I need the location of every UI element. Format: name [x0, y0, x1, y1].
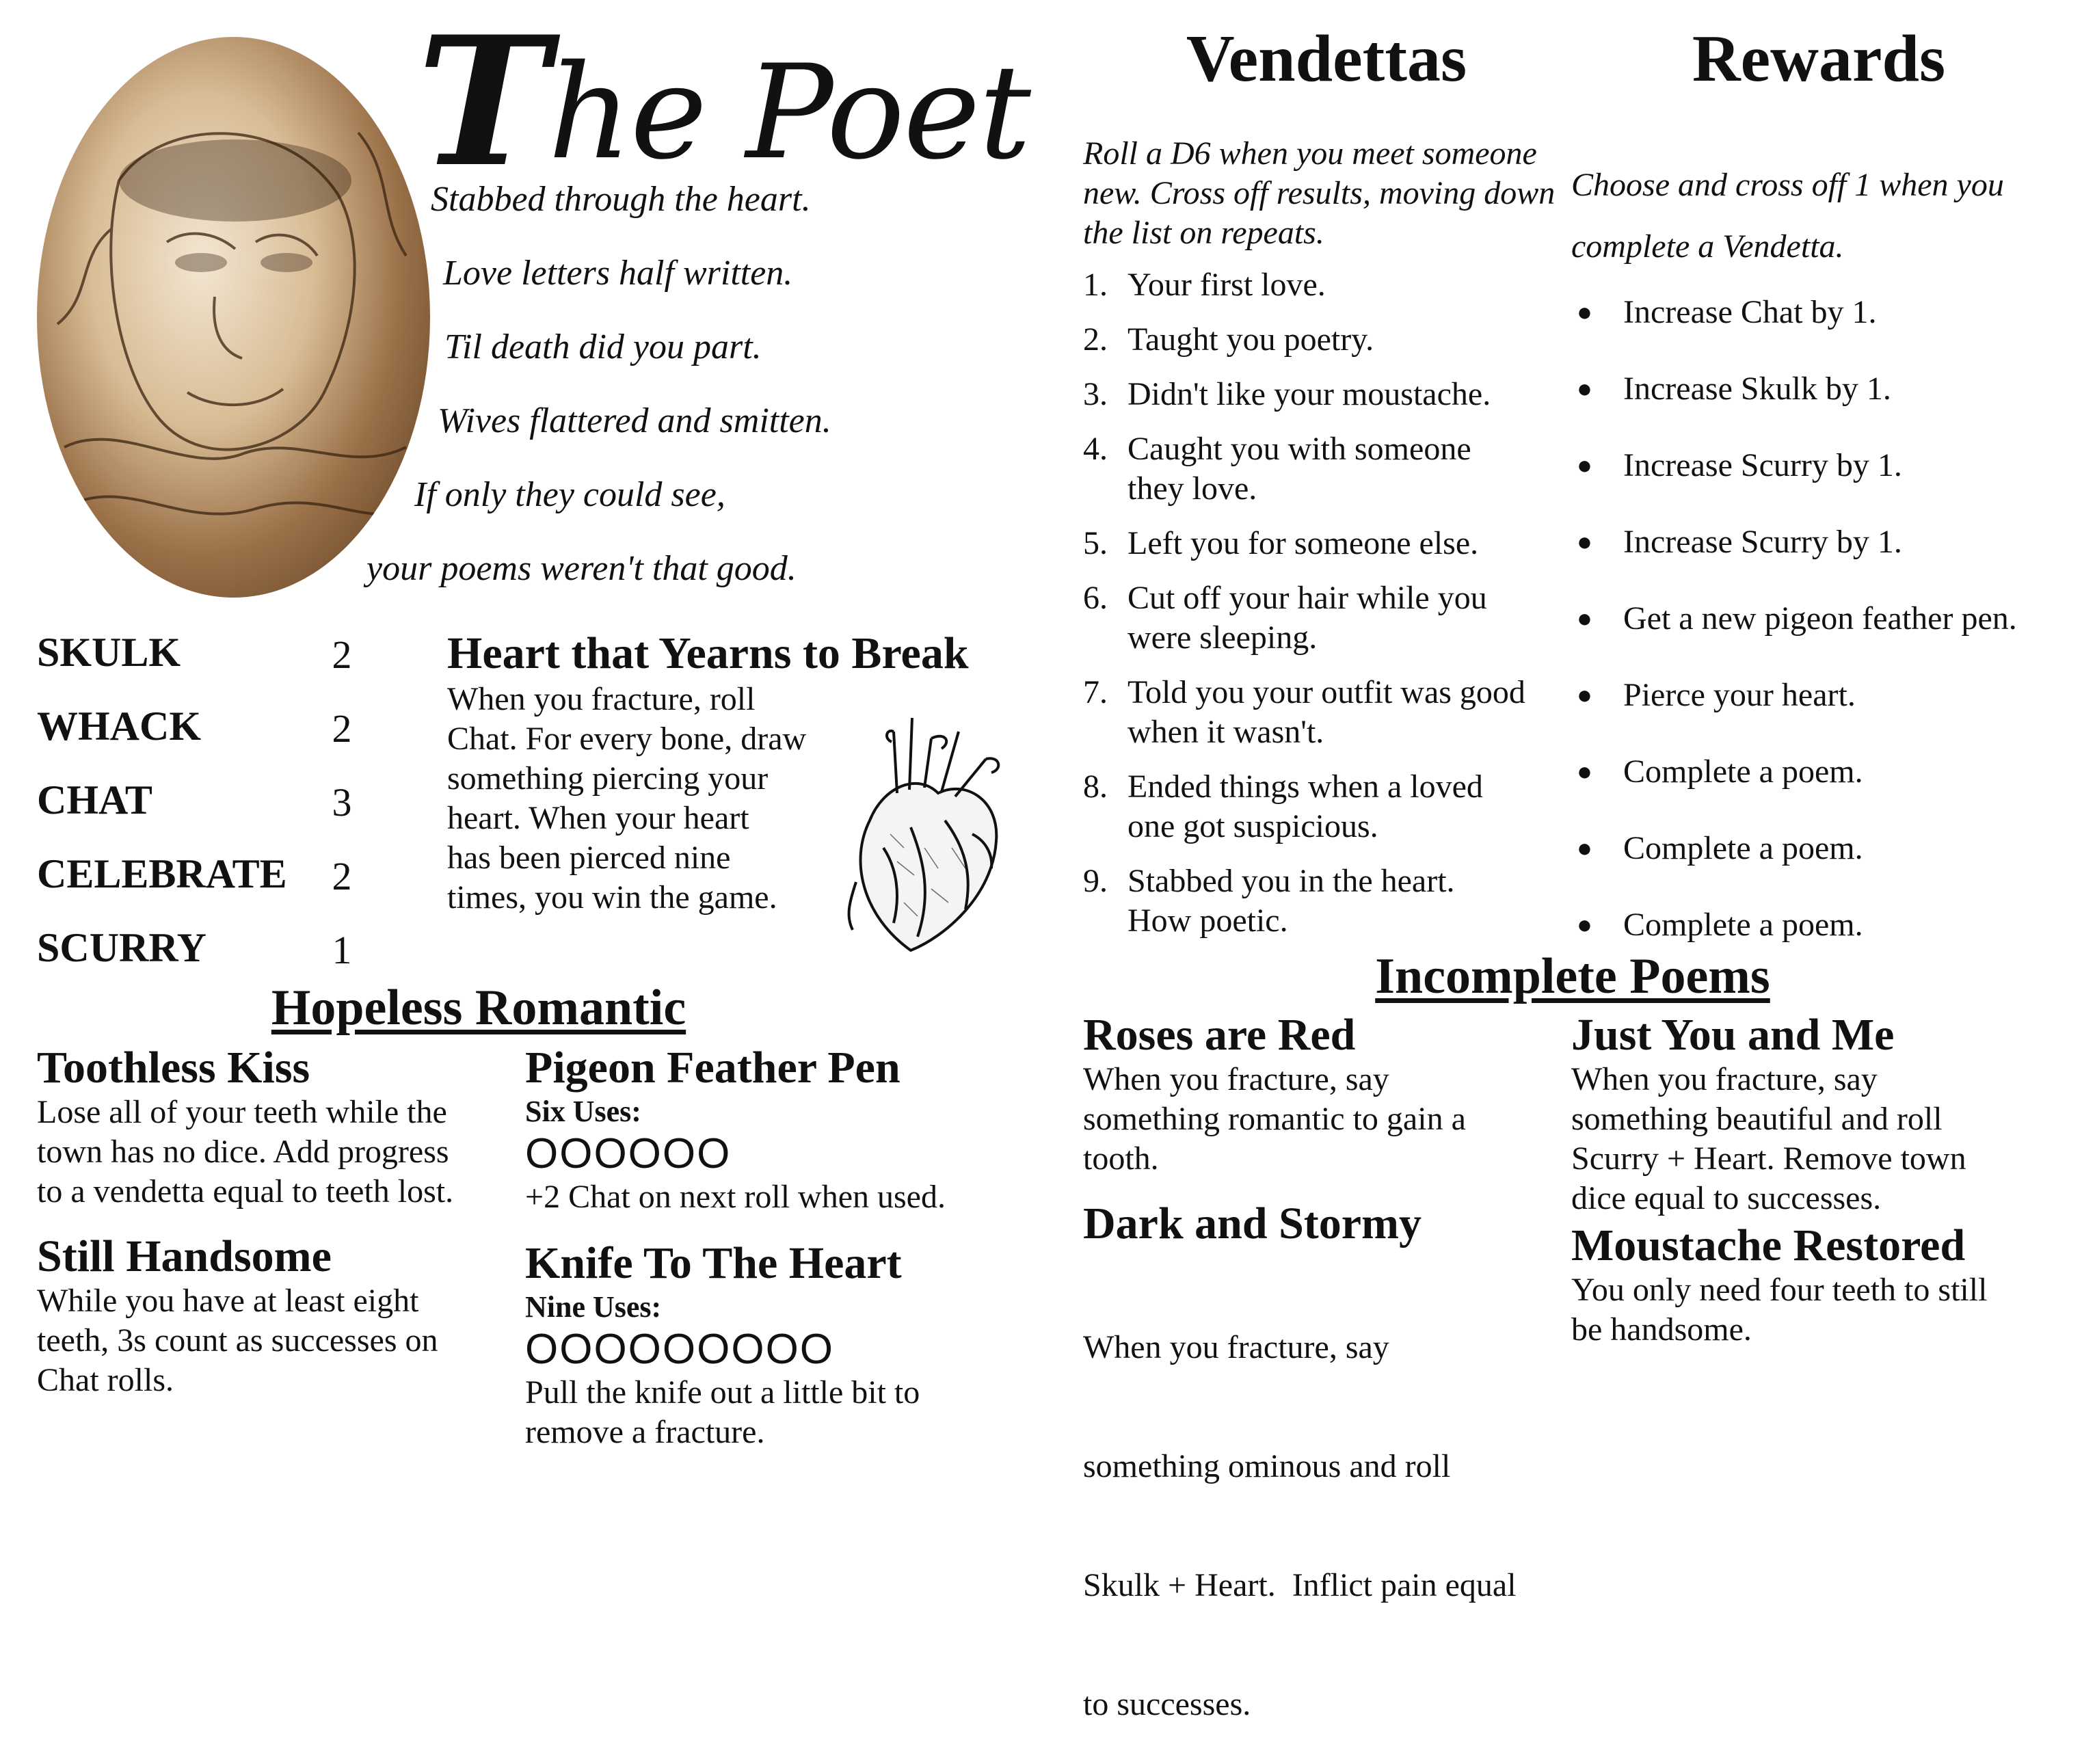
moustache-line: You only need four teeth to still	[1571, 1272, 1988, 1308]
bullet-icon: ●	[1577, 834, 1592, 863]
bullet-icon: ●	[1577, 758, 1592, 786]
title-initial: T	[417, 0, 548, 206]
vendettas-list	[1083, 265, 1575, 956]
roses-line: something romantic to gain a	[1083, 1101, 1466, 1137]
heart-ability-line: times, you win the game.	[447, 879, 777, 916]
vendetta-number: 8.	[1083, 769, 1108, 805]
reward-item[interactable]	[1571, 752, 2064, 829]
vendetta-item[interactable]	[1083, 673, 1575, 752]
knife-line: remove a fracture.	[525, 1414, 765, 1450]
vendetta-line: they love.	[1127, 470, 1257, 507]
roses-text	[1083, 1060, 1562, 1179]
vendetta-line: Cut off your hair while you	[1127, 580, 1487, 616]
poet-portrait	[37, 37, 430, 598]
stat-value-skulk: 2	[332, 632, 352, 677]
knife-title: Knife To The Heart	[525, 1238, 902, 1288]
reward-text: Get a new pigeon feather pen.	[1623, 600, 2017, 637]
still-handsome-line: While you have at least eight	[37, 1283, 419, 1319]
bullet-icon: ●	[1577, 375, 1592, 403]
reward-text: Increase Scurry by 1.	[1623, 524, 1902, 560]
anatomical-heart-icon	[829, 711, 1013, 964]
vendetta-line: How poetic.	[1127, 903, 1288, 939]
still-handsome-line: teeth, 3s count as successes on	[37, 1322, 438, 1359]
vendetta-item[interactable]	[1083, 578, 1575, 658]
vendettas-heading: Vendettas	[1186, 22, 1467, 96]
knife-uses-label: Nine Uses:	[525, 1290, 662, 1324]
stat-value-chat: 3	[332, 780, 352, 825]
pigeon-pen-title: Pigeon Feather Pen	[525, 1043, 900, 1093]
reward-item[interactable]	[1571, 829, 2064, 905]
pigeon-pen-uses-label: Six Uses:	[525, 1095, 641, 1128]
stat-value-celebrate: 2	[332, 854, 352, 898]
vendetta-line: Stabbed you in the heart.	[1127, 863, 1455, 899]
reward-text: Complete a poem.	[1623, 907, 1863, 943]
heart-ability-line: something piercing your	[447, 760, 769, 797]
vendettas-intro	[1083, 134, 1575, 253]
toothless-kiss-line: to a vendetta equal to teeth lost.	[37, 1173, 454, 1210]
roses-title: Roses are Red	[1083, 1010, 1356, 1060]
vendetta-text	[1127, 524, 1478, 563]
knife-line: Pull the knife out a little bit to	[525, 1374, 920, 1411]
vendettas-intro-line: new. Cross off results, moving down	[1083, 175, 1556, 211]
poem-line: Til death did you part.	[444, 328, 762, 366]
reward-item[interactable]	[1571, 446, 2064, 522]
incomplete-poems-heading: Incomplete Poems	[1375, 948, 1770, 1004]
bullet-icon: ●	[1577, 451, 1592, 480]
vendetta-line: were sleeping.	[1127, 619, 1318, 656]
vendetta-text	[1127, 320, 1374, 360]
knife-use-circles[interactable]: OOOOOOOOO	[525, 1326, 835, 1373]
vendetta-line: Told you your outfit was good	[1127, 674, 1525, 710]
pigeon-pen-use-circles[interactable]: OOOOOO	[525, 1130, 732, 1177]
vendetta-line: Your first love.	[1127, 267, 1326, 303]
still-handsome-text	[37, 1281, 516, 1400]
vendetta-line: Caught you with someone	[1127, 431, 1471, 467]
dark-stormy-line: When you fracture, say	[1083, 1329, 1389, 1365]
rewards-intro	[1571, 155, 2064, 278]
vendetta-line: one got suspicious.	[1127, 808, 1378, 844]
reward-item[interactable]	[1571, 599, 2064, 676]
moustache-line: be handsome.	[1571, 1311, 1752, 1348]
vendetta-text	[1127, 265, 1326, 305]
vendetta-number: 2.	[1083, 321, 1108, 358]
reward-text: Increase Skulk by 1.	[1623, 371, 1891, 407]
just-you-text	[1571, 1060, 2064, 1218]
bullet-icon: ●	[1577, 681, 1592, 710]
vendetta-number: 1.	[1083, 267, 1108, 303]
rewards-intro-line: complete a Vendetta.	[1571, 228, 1844, 265]
rewards-intro-line: Choose and cross off 1 when you	[1571, 167, 2004, 203]
roses-line: tooth.	[1083, 1140, 1159, 1177]
bullet-icon: ●	[1577, 911, 1592, 939]
stat-name-chat: CHAT	[37, 777, 152, 823]
rewards-heading: Rewards	[1692, 22, 1946, 96]
just-you-line: something beautiful and roll	[1571, 1101, 1943, 1137]
vendetta-text	[1127, 767, 1483, 846]
reward-item[interactable]	[1571, 369, 2064, 446]
stat-value-whack: 2	[332, 706, 352, 751]
knife-text	[525, 1373, 1004, 1452]
vendettas-intro-line: the list on repeats.	[1083, 215, 1324, 251]
heart-ability-line: Chat. For every bone, draw	[447, 721, 807, 757]
stat-name-skulk: SKULK	[37, 630, 181, 675]
dark-stormy-line: Skulk + Heart. Inflict pain equal	[1083, 1567, 1517, 1603]
bullet-icon: ●	[1577, 604, 1592, 633]
title-rest: he Poet	[548, 37, 1030, 188]
vendettas-intro-line: Roll a D6 when you meet someone	[1083, 135, 1537, 172]
hopeless-romantic-heading: Hopeless Romantic	[271, 980, 686, 1036]
vendetta-item[interactable]	[1083, 429, 1575, 509]
still-handsome-title: Still Handsome	[37, 1231, 332, 1281]
vendetta-text	[1127, 578, 1487, 658]
vendetta-line: when it wasn't.	[1127, 714, 1324, 750]
pigeon-pen-text: +2 Chat on next roll when used.	[525, 1179, 946, 1215]
vendetta-number: 3.	[1083, 376, 1108, 412]
toothless-kiss-line: town has no dice. Add progress	[37, 1134, 449, 1170]
reward-item[interactable]	[1571, 676, 2064, 752]
poem-line: Wives flattered and smitten.	[438, 401, 831, 440]
vendetta-item[interactable]	[1083, 524, 1575, 563]
heart-ability-line: has been pierced nine	[447, 840, 731, 876]
moustache-title: Moustache Restored	[1571, 1220, 1966, 1270]
poem-line: Stabbed through the heart.	[431, 180, 811, 219]
reward-text: Increase Chat by 1.	[1623, 294, 1877, 330]
bullet-icon: ●	[1577, 298, 1592, 327]
vendetta-text	[1127, 673, 1525, 752]
just-you-line: Scurry + Heart. Remove town	[1571, 1140, 1966, 1177]
dark-stormy-title: Dark and Stormy	[1083, 1199, 1422, 1248]
heart-ability-text	[447, 680, 857, 918]
dark-stormy-text	[1083, 1248, 1575, 1764]
heart-ability-line: heart. When your heart	[447, 800, 749, 836]
reward-text: Pierce your heart.	[1623, 677, 1856, 713]
toothless-kiss-text	[37, 1093, 516, 1212]
reward-text: Complete a poem.	[1623, 753, 1863, 790]
vendetta-number: 5.	[1083, 525, 1108, 561]
roses-line: When you fracture, say	[1083, 1061, 1389, 1097]
reward-item[interactable]	[1571, 522, 2064, 599]
stat-name-whack: WHACK	[37, 704, 201, 749]
vendetta-item[interactable]	[1083, 767, 1575, 846]
toothless-kiss-title: Toothless Kiss	[37, 1043, 310, 1093]
just-you-title: Just You and Me	[1571, 1010, 1895, 1060]
stat-name-celebrate: CELEBRATE	[37, 851, 287, 896]
dark-stormy-line: something ominous and roll	[1083, 1448, 1451, 1484]
moustache-text	[1571, 1270, 2064, 1350]
vendetta-number: 6.	[1083, 580, 1108, 616]
vendetta-line: Taught you poetry.	[1127, 321, 1374, 358]
rewards-list	[1571, 293, 2064, 982]
vendetta-line: Left you for someone else.	[1127, 525, 1479, 561]
stat-name-scurry: SCURRY	[37, 925, 206, 970]
just-you-line: dice equal to successes.	[1571, 1180, 1882, 1216]
vendetta-number: 7.	[1083, 674, 1108, 710]
poem-line: your poems weren't that good.	[366, 549, 797, 588]
bullet-icon: ●	[1577, 528, 1592, 557]
still-handsome-line: Chat rolls.	[37, 1362, 174, 1398]
vendetta-line: Didn't like your moustache.	[1127, 376, 1491, 412]
vendetta-item[interactable]	[1083, 320, 1575, 360]
poem-line: If only they could see,	[414, 475, 725, 514]
portrait-illustration	[37, 37, 430, 598]
just-you-line: When you fracture, say	[1571, 1061, 1878, 1097]
vendetta-text	[1127, 861, 1455, 941]
toothless-kiss-line: Lose all of your teeth while the	[37, 1094, 447, 1130]
poem-line: Love letters half written.	[443, 254, 793, 293]
heart-ability-title: Heart that Yearns to Break	[447, 628, 969, 678]
vendetta-text	[1127, 375, 1491, 414]
dark-stormy-line: to successes.	[1083, 1686, 1251, 1722]
vendetta-item[interactable]	[1083, 375, 1575, 414]
reward-text: Complete a poem.	[1623, 830, 1863, 866]
reward-item[interactable]	[1571, 293, 2064, 369]
vendetta-item[interactable]	[1083, 265, 1575, 305]
heart-ability-line: When you fracture, roll	[447, 681, 756, 717]
vendetta-line: Ended things when a loved	[1127, 769, 1483, 805]
vendetta-text	[1127, 429, 1471, 509]
vendetta-number: 9.	[1083, 863, 1108, 899]
stat-value-scurry: 1	[332, 928, 352, 972]
reward-text: Increase Scurry by 1.	[1623, 447, 1902, 483]
vendetta-number: 4.	[1083, 431, 1108, 467]
vendetta-item[interactable]	[1083, 861, 1575, 941]
